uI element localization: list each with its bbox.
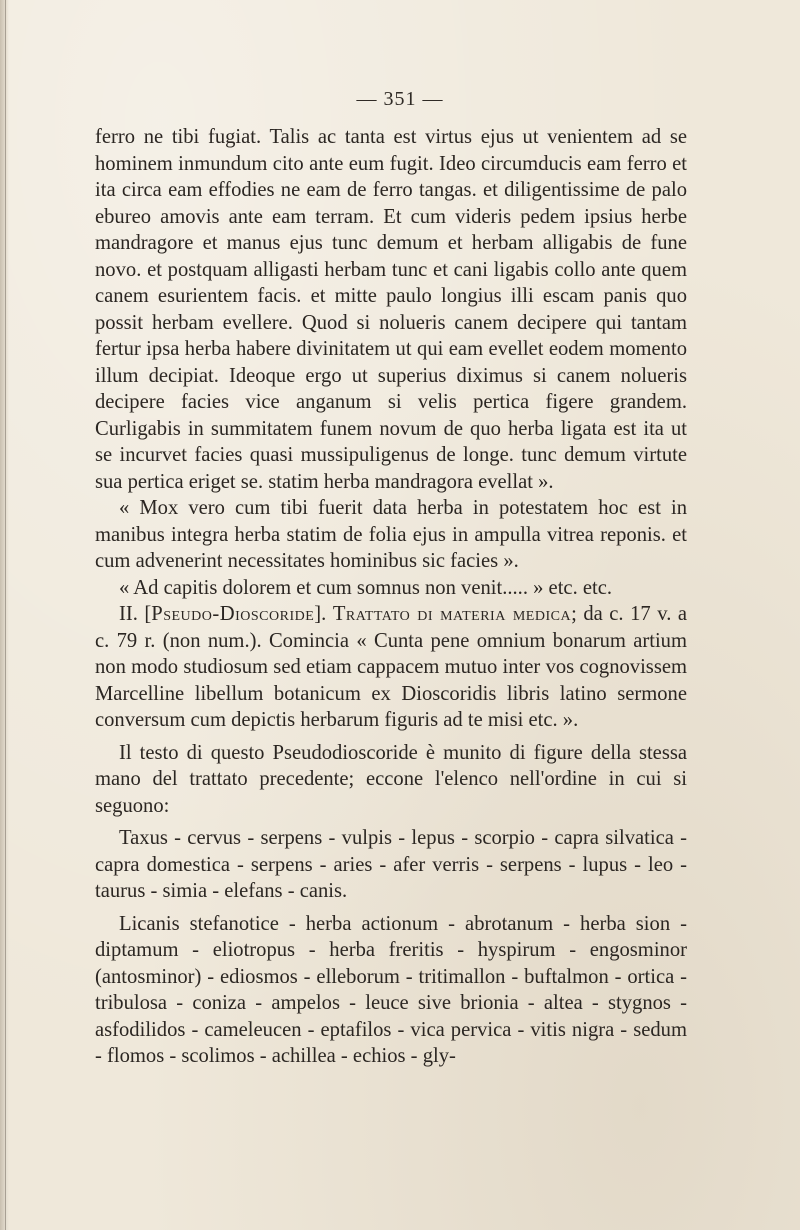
entry-author: Pseudo-Dioscoride xyxy=(151,603,315,625)
body-text xyxy=(95,124,687,1070)
paragraph-animal-list: Taxus - cervus - serpens - vulpis - lepus - scorpio - capra silvatica - capra domestica - serpens - aries - afer verris - serpens - lupus - leo - taurus - simia - elefans - canis. xyxy=(95,827,687,902)
page-number: — 351 — xyxy=(356,88,444,110)
catalog-entry-ii xyxy=(95,601,687,734)
paragraph-herb-list: Licanis stefanotice - herba actionum - abrotanum - herba sion - diptamum - eliotropus - herba freritis - hyspirum - engosminor (antosminor) - ediosmos - elleborum - tritimallon - buftalmon - ortica - tribulosa - coniza - ampelos - leuce sive brionia - altea - stygnos - asfodilidos - cameleucen - eptafilos - vica pervica - vitis nigra - sedum - flomos - scolimos - achillea - echios - gly- xyxy=(95,912,687,1067)
paragraph-capitis-dolorem: « Ad capitis dolorem et cum somnus non venit..... » etc. etc. xyxy=(119,576,613,599)
entry-mid: ]. xyxy=(314,603,333,625)
paragraph-mox-vero: « Mox vero cum tibi fuerit data herba in potestatem hoc est in manibus integra herba statim de folia ejus in ampulla vitrea reponis. et cum advenerint necessitates hominibus sic facies ». xyxy=(95,497,687,572)
entry-description: ; da c. 17 v. a c. 79 r. (non num.). Comincia « Cunta pene omnium bonarum artium non modo studiosum sed etiam cappacem mutuo inter vos cognovissem Marcelline libellum botanicum ex Dioscoridis libris latino sermone conversum cum depictis herbarum figuris ad te misi etc. ». xyxy=(95,603,688,731)
entry-title: Trattato di materia medica xyxy=(332,603,572,625)
entry-prefix: II. [ xyxy=(119,603,152,625)
paragraph-mandragora: ferro ne tibi fugiat. Talis ac tanta est virtus ejus ut venientem ad se hominem inmundum cito ante eum fugit. Ideo circumducis eam ferro et ita circa eam effodies ne eam de ferro tangas. et diligentissime de palo ebureo amovis ante eam terram. Et cum videris pedem ipsius herbe mandragore et manus ejus tunc demum et herbam alligabis de fune novo. et postquam alligasti herbam tunc et cani ligabis collo ante quem canem esurientem facis. et mitte paulo longius illi escam panis quo possit herbam evellere. Quod si nolueris canem decipere qui tantam fertur ipsa herba habere divinitatem ut qui eam evellet eodem momento illum decipiat. Ideoque ergo ut superius diximus si canem nolueris decipere facies vice anganum si velis pertica figere grandem. Curligabis in summitatem funem novum de quo herba ligata est ita ut se incurvet facies quasi mussipuligenus de longe. tunc demum virtute sua pertica eriget se. statim herba mandragora evellat ». xyxy=(95,126,687,493)
paragraph-testo: Il testo di questo Pseudodioscoride è munito di figure della stessa mano del trattato precedente; eccone l'elenco nell'ordine in cui si seguono: xyxy=(95,741,687,817)
binding-line xyxy=(5,0,6,1230)
